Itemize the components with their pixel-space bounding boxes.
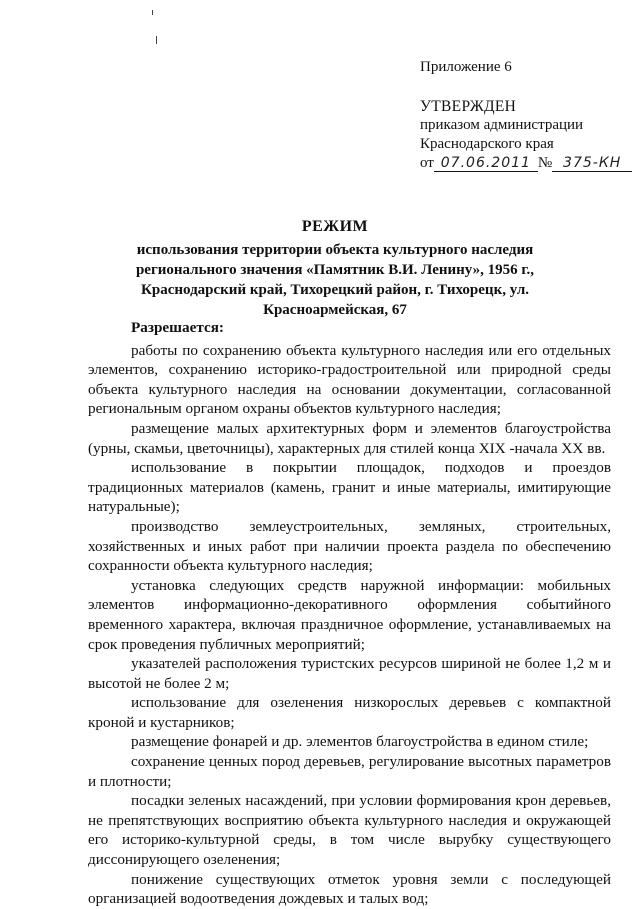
paragraph: производство землеустроительных, земляных, строительных, хозяйственных и иных работ при наличии проекта раздела по обеспечению сохранности объекта культурного наследия; [88, 517, 611, 575]
paragraph: понижение существующих отметок уровня земли с последующей организацией водоотведения дождевых и талых вод; [88, 870, 611, 908]
document-title: РЕЖИМ [301, 218, 369, 235]
paragraph: установка следующих средств наружной информации: мобильных элементов информационно-декоративного оформления событийного временного характера, включая праздничное оформление, устанавливаемых на срок проведения публичных мероприятий; [88, 576, 611, 653]
appendix-label: Приложение 6 [420, 59, 512, 75]
paragraph: сохранение ценных пород деревьев, регулирование высотных параметров и плотности; [88, 753, 611, 790]
paragraph: указателей расположения туристских ресурсов шириной не более 1,2 м и высотой не более 2 м; [88, 655, 611, 692]
order-line: приказом администрации [420, 117, 584, 133]
handwritten-date: 07.06.2011 [434, 155, 538, 172]
document-body [88, 318, 611, 909]
paragraph: посадки зеленых насаждений, при условии формирования крон деревьев, не препятствующих восприятию объекта культурного наследия и окружающей его историко-культурной среды, в том числе вырубку существующего диссонирующего озеленения; [88, 792, 611, 869]
scan-mark [156, 36, 157, 44]
paragraph: использование в покрытии площадок, подходов и проездов традиционных материалов (камень, гранит и иные материалы, имитирующие натуральные); [88, 459, 611, 516]
paragraph: использование для озеленения низкорослых деревьев с компактной кроной и кустарников; [88, 694, 611, 731]
allowed-heading: Разрешается: [131, 319, 224, 336]
paragraph: размещение малых архитектурных форм и элементов благоустройства (урны, скамьи, цветочницы), характерных для стилей конца XIX -начала XX вв. [88, 419, 611, 457]
scan-mark [152, 10, 153, 15]
handwritten-number: 375-КН [552, 155, 632, 172]
document-subtitle: использования территории объекта культурного наследия регионального значения «Памятник В.И. Ленину», 1956 г., Краснодарский край, Тихорецкий район, г. Тихорецк, ул. Красноармейская, 67 [135, 242, 535, 318]
date-prefix: от [420, 155, 434, 171]
order-line: Краснодарского края [420, 136, 554, 152]
document-heading [90, 218, 580, 320]
paragraph: работы по сохранению объекта культурного наследия или его отдельных элементов, сохранению историко-градостроительной или природной среды объекта культурного наследия на основании документации, согласованной региональным органом охраны объектов культурного наследия; [88, 341, 611, 418]
approval-block [420, 58, 630, 173]
paragraph: размещение фонарей и др. элементов благоустройства в едином стиле; [131, 733, 589, 751]
approved-stamp: УТВЕРЖДЕН [420, 98, 517, 115]
number-prefix: № [537, 155, 553, 171]
date-number-line [420, 154, 630, 173]
